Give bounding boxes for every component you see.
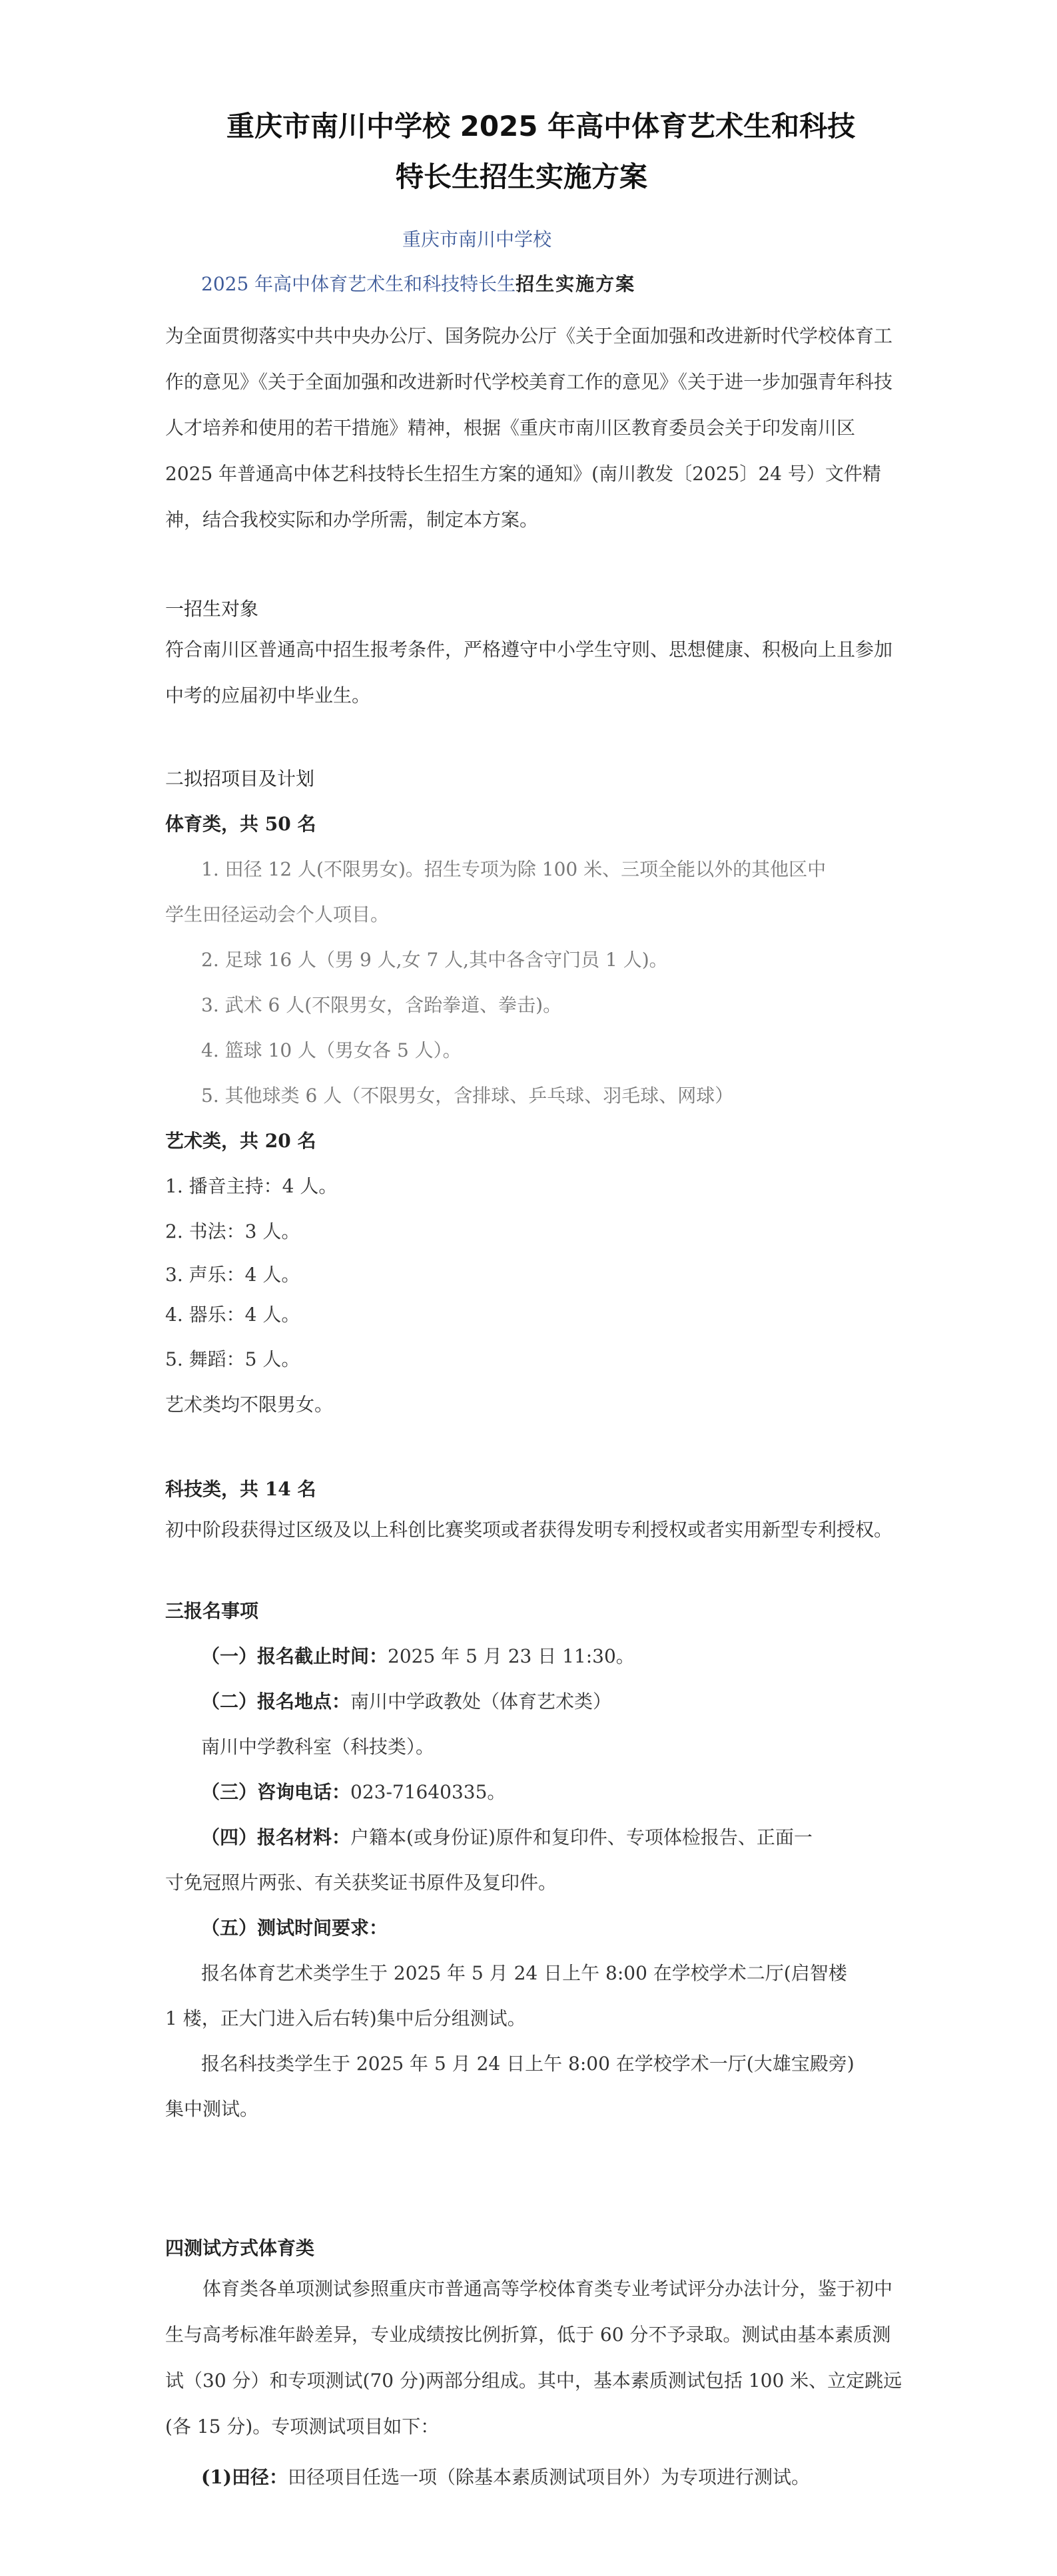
art-item-1: 1. 播音主持：4 人。 (165, 1175, 338, 1197)
reg-test-time-label: （五）测试时间要求： (201, 1917, 388, 1939)
reg-location-label: （二）报名地点： (201, 1690, 351, 1712)
pe-item-3: 3. 武术 6 人(不限男女，含跆拳道、拳击)。 (201, 994, 562, 1016)
reg-deadline-value: 2025 年 5 月 23 日 11:30。 (388, 1645, 635, 1667)
tech-heading: 科技类，共 14 名 (165, 1478, 316, 1500)
tech-text: 初中阶段获得过区级及以上科创比赛奖项或者获得发明专利授权或者实用新型专利授权。 (165, 1519, 893, 1541)
art-item-4: 4. 器乐：4 人。 (165, 1304, 300, 1326)
subtitle-black: 招生实施方案 (516, 273, 636, 295)
school-name: 重庆市南川中学校 (402, 228, 552, 250)
document-title-line2: 特长生招生实施方案 (396, 160, 648, 193)
art-note: 艺术类均不限男女。 (165, 1394, 334, 1416)
test-time-1b: 1 楼，正大门进入后右转)集中后分组测试。 (165, 2007, 526, 2029)
pe-item-5: 5. 其他球类 6 人（不限男女，含排球、乒乓球、羽毛球、网球） (201, 1085, 734, 1107)
art-item-5: 5. 舞蹈：5 人。 (165, 1348, 300, 1370)
art-heading: 艺术类，共 20 名 (165, 1130, 316, 1152)
reg-materials-value: 户籍本(或身份证)原件和复印件、专项体检报告、正面一 (350, 1826, 813, 1848)
section3-heading: 三报名事项 (165, 1600, 259, 1622)
reg-location (201, 1687, 611, 1714)
reg-test-time (201, 1914, 388, 1940)
reg-materials-label: （四）报名材料： (201, 1826, 351, 1848)
test-time-2a: 报名科技类学生于 2025 年 5 月 24 日上午 8:00 在学校学术一厅(大雄宝殿旁) (201, 2053, 855, 2075)
pe-heading: 体育类，共 50 名 (165, 813, 316, 835)
reg-deadline-label: （一）报名截止时间： (201, 1645, 388, 1667)
pe-item-1: 1. 田径 12 人(不限男女)。招生专项为除 100 米、三项全能以外的其他区中 (201, 858, 827, 880)
section4-item-1-value: 田径项目任选一项（除基本素质测试项目外）为专项进行测试。 (287, 2466, 810, 2488)
art-item-2: 2. 书法：3 人。 (165, 1220, 300, 1242)
section4-item-1-label: (1)田径： (201, 2466, 288, 2488)
reg-location-2 (201, 1732, 434, 1759)
section2-heading: 二拟招项目及计划 (165, 768, 315, 790)
section1-text: 符合南川区普通高中招生报考条件，严格遵守中小学生守则、思想健康、积极向上且参加中考的应届初中毕业生。 (165, 639, 893, 706)
reg-materials (201, 1823, 813, 1850)
reg-location-2-value: 南川中学教科室（科技类）。 (201, 1736, 435, 1758)
section1-heading: 一招生对象 (165, 598, 259, 620)
pe-item-2: 2. 足球 16 人（男 9 人,女 7 人,其中各含守门员 1 人)。 (201, 949, 668, 971)
intro-paragraph: 为全面贯彻落实中共中央办公厅、国务院办公厅《关于全面加强和改进新时代学校体育工作的意见》《关于全面加强和改进新时代学校美育工作的意见》《关于进一步加强青年科技人才培养和使用的若干措施》精神，根据《重庆市南川区教育委员会关于印发南川区 2025 年普通高中体艺科技特长生招生方案的通知》(南川教发〔2025〕24 号）文件精神，结合我校实际和办学所需，制定本方案。 (165, 325, 893, 531)
subtitle-blue: 2025 年高中体育艺术生和科技特长生 (201, 273, 516, 295)
section4-heading: 四测试方式体育类 (165, 2237, 315, 2259)
subtitle (201, 270, 635, 296)
test-time-1a: 报名体育艺术类学生于 2025 年 5 月 24 日上午 8:00 在学校学术二厅(启智楼 (201, 1962, 847, 1984)
art-item-3: 3. 声乐：4 人。 (165, 1264, 300, 1286)
section4-text: 体育类各单项测试参照重庆市普通高等学校体育类专业考试评分办法计分，鉴于初中生与高考标准年龄差异，专业成绩按比例折算，低于 60 分不予录取。测试由基本素质测试（30 分）和专项测试(70 分)两部分组成。其中，基本素质测试包括 100 米、立定跳远(各 15 分)。专项测试项目如下： (165, 2278, 902, 2438)
reg-phone-label: （三）咨询电话： (201, 1781, 351, 1803)
pe-item-4: 4. 篮球 10 人（男女各 5 人）。 (201, 1039, 462, 1061)
reg-phone (201, 1778, 506, 1804)
reg-materials-2 (165, 1868, 557, 1895)
reg-materials-2-value: 寸免冠照片两张、有关获奖证书原件及复印件。 (165, 1872, 557, 1894)
section4-item-1 (201, 2463, 810, 2489)
pe-item-1-cont: 学生田径运动会个人项目。 (165, 903, 390, 925)
reg-phone-value: 023-71640335。 (350, 1781, 506, 1803)
document-title-line1: 重庆市南川中学校 2025 年高中体育艺术生和科技 (226, 110, 856, 142)
test-time-2b: 集中测试。 (165, 2098, 259, 2120)
reg-deadline (201, 1642, 635, 1669)
reg-location-value: 南川中学政教处（体育艺术类） (350, 1690, 612, 1712)
